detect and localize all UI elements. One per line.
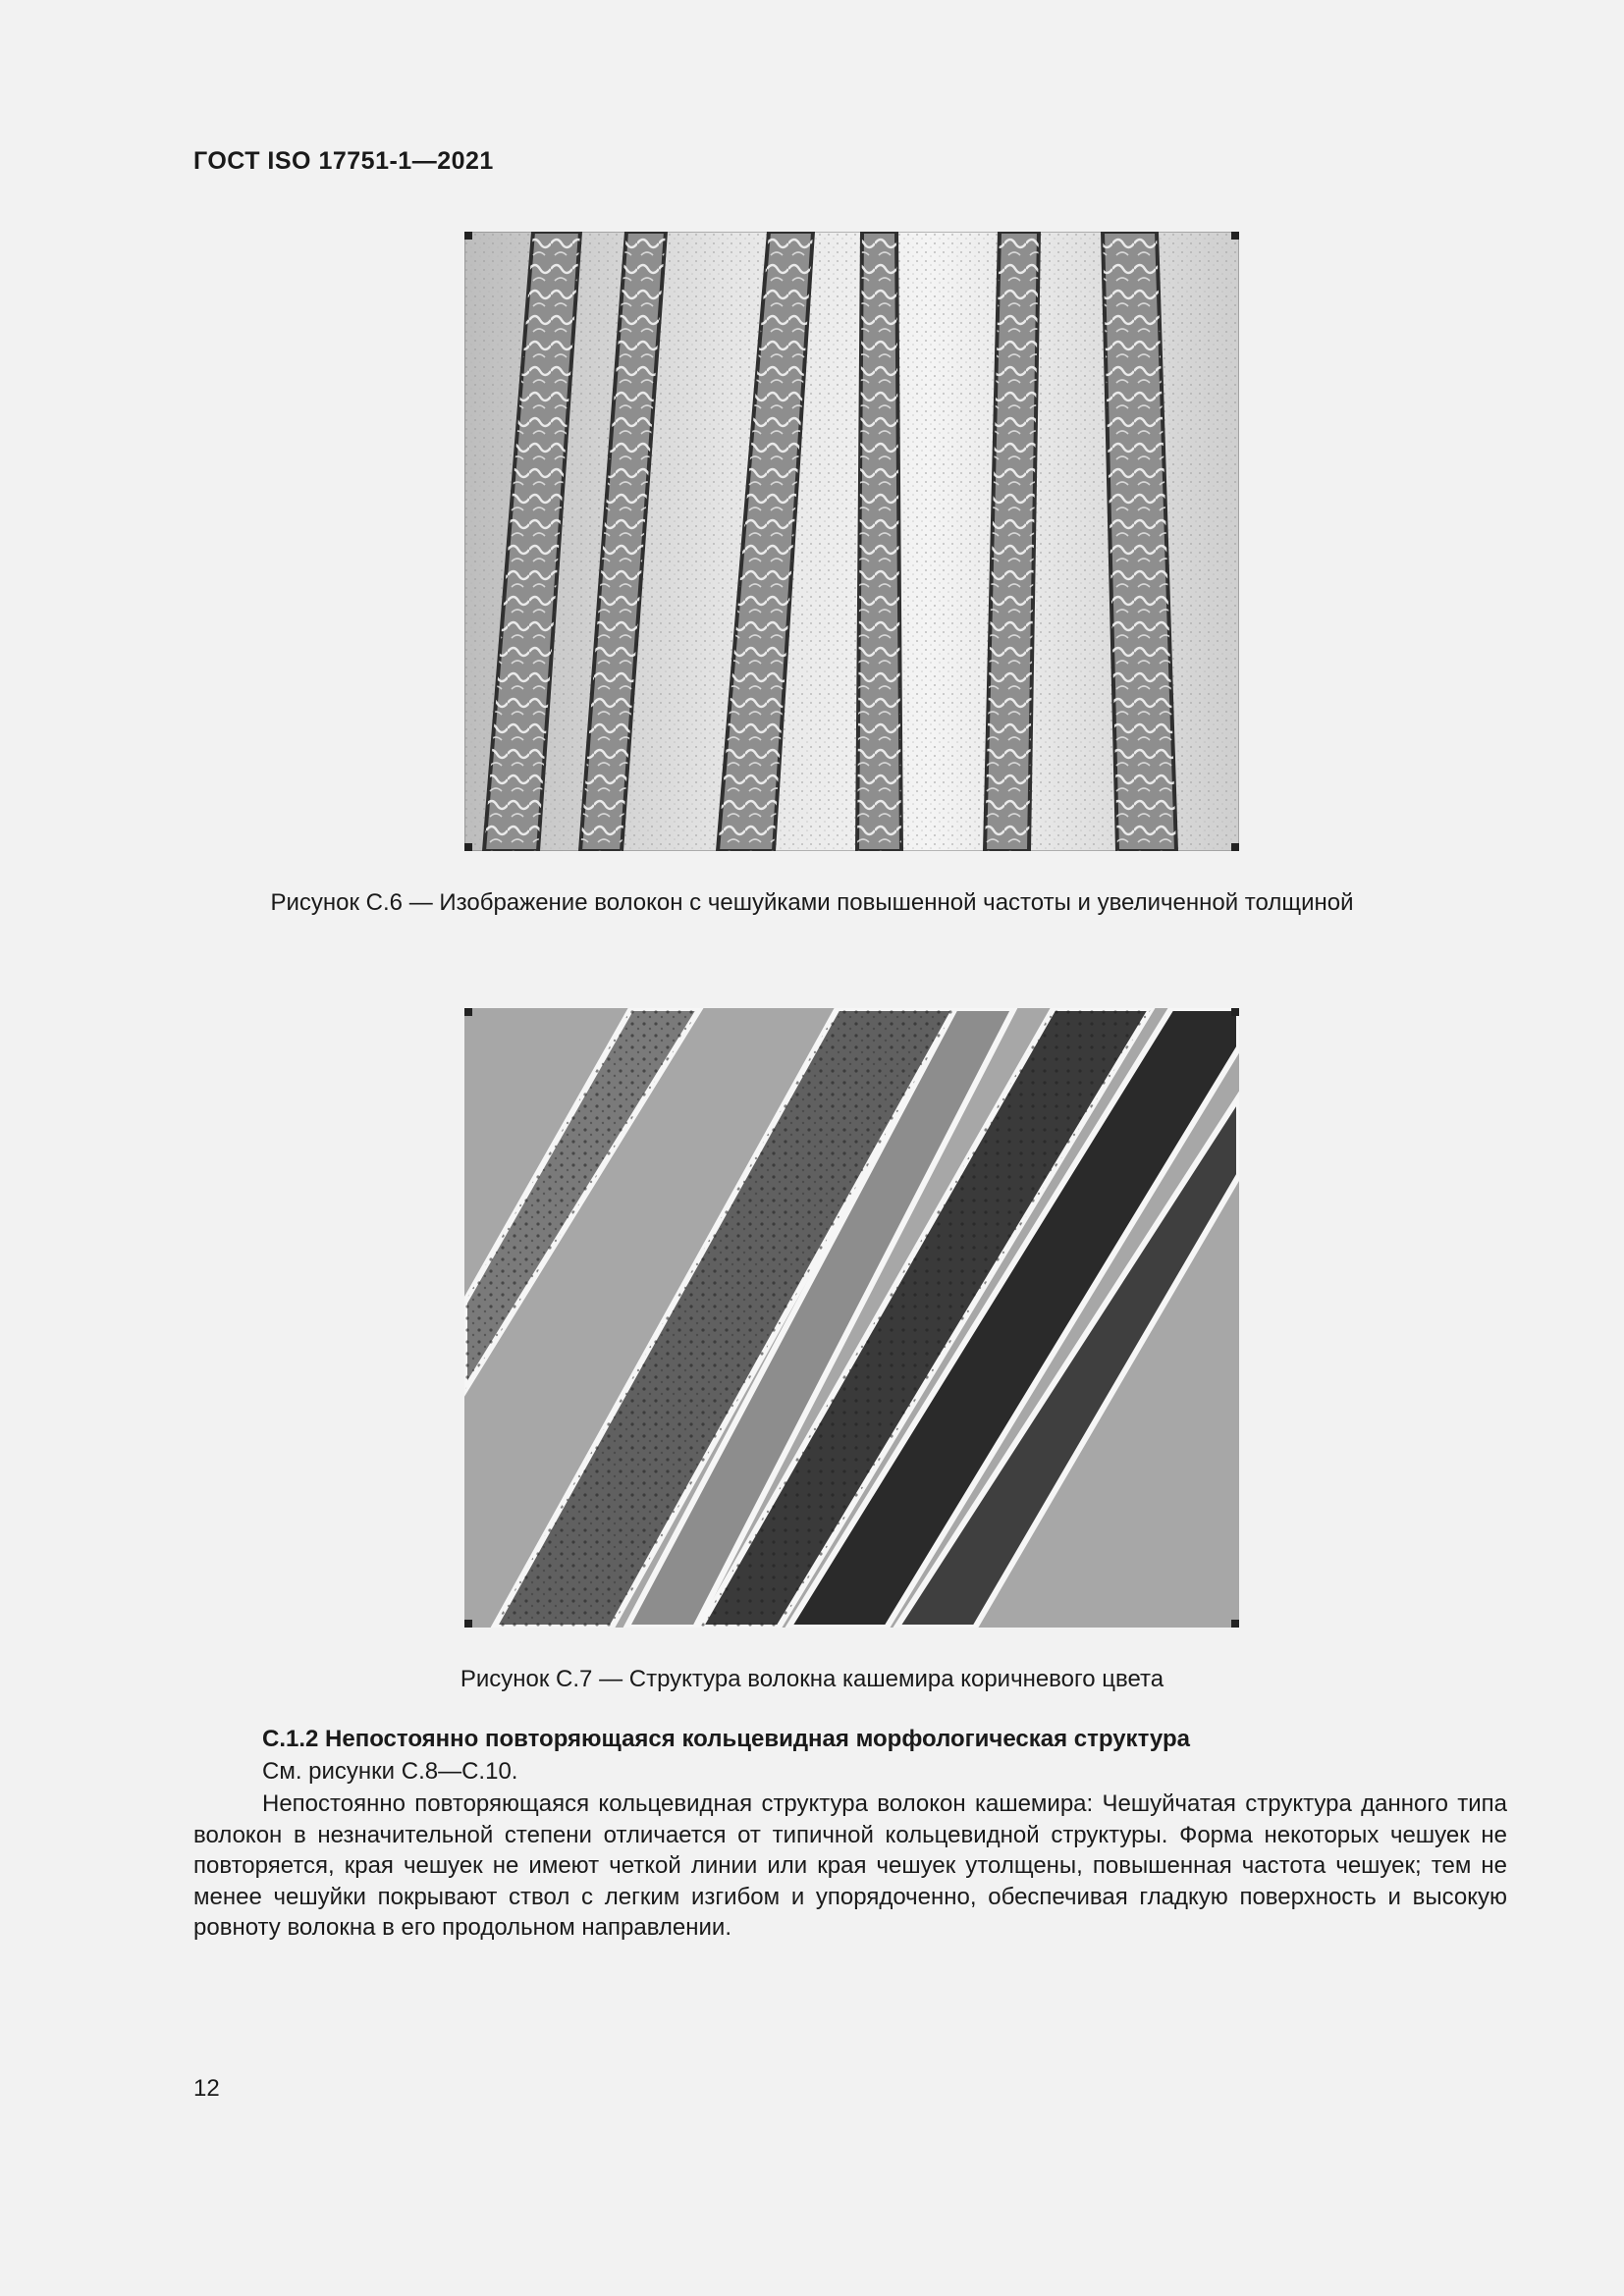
figure-c7-image (464, 1008, 1239, 1628)
section-paragraph: Непостоянно повторяющаяся кольцевидная структура волокон кашемира: Чешуйчатая структура данного типа волокон в незначительной степени отличается от типичной кольцевидной структуры. Форма некоторых чешуек не повторяется, края чешуек не имеют четкой линии или края чешуек утолщены, повышенная частота чешуек; тем не менее чешуйки покрывают ствол с легким изгибом и упорядоченно, обеспечивая гладкую поверхность и высокую ровноту волокна в его продольном направлении. (193, 1790, 1507, 1941)
document-header: ГОСТ ISO 17751-1—2021 (193, 147, 494, 175)
figure-reference: См. рисунки С.8—С.10. (262, 1758, 518, 1785)
page-number: 12 (193, 2075, 220, 2102)
figure-c7-caption: Рисунок С.7 — Структура волокна кашемира коричневого цвета (460, 1666, 1164, 1692)
figure-c6-caption: Рисунок С.6 — Изображение волокон с чешуйками повышенной частоты и увеличенной толщиной (270, 889, 1354, 916)
section-heading: С.1.2 Непостоянно повторяющаяся кольцевидная морфологическая структура (262, 1726, 1190, 1752)
figure-c6-image (464, 232, 1239, 851)
